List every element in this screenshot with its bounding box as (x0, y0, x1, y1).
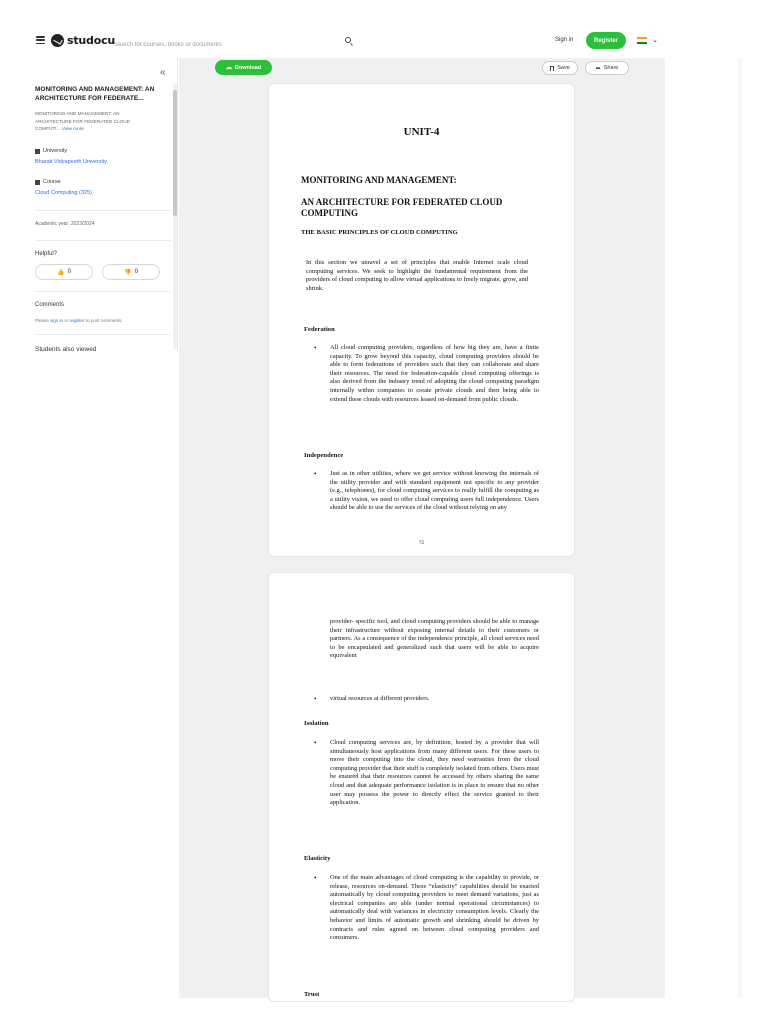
federation-text: All cloud computing providers, regardless of how big they are, have a finite capacity. To grow beyond this capacity, cloud computing providers should be able to form federations of providers such that they can collaborate and share their resources. The need for federation-capable cloud computing offerings is also derived from the industry trend of adopting the cloud computing paradigm internally within companies to create private clouds and then being able to extend these clouds with resources leased on-demand from public clouds. (330, 344, 539, 403)
share-button[interactable] (585, 61, 629, 75)
university-label (35, 148, 67, 154)
scrollbar-thumb[interactable] (173, 90, 177, 216)
download-label: Download (234, 64, 262, 71)
elasticity-bullet (312, 874, 539, 943)
isolation-heading: Isolation (304, 720, 329, 727)
sign-in-link[interactable]: sign in (50, 318, 64, 323)
unit-heading: UNIT-4 (403, 126, 440, 138)
india-flag-icon[interactable] (637, 37, 647, 44)
elasticity-heading: Elasticity (304, 855, 331, 862)
independence-text: Just as in other utilities, where we get service without knowing the internals of the utility provider and with standard equipment not specific to any provider (e.g., telephones), for cloud computing services to really fulfill the computing as a utility vision, we need to offer cloud computing users full independence. Users should be able to use the services of the cloud without relying on any (330, 470, 539, 512)
upvote-count: 0 (67, 269, 71, 275)
thumbs-down-icon: 👎 (124, 269, 132, 276)
virtual-resources-bullet (312, 695, 539, 704)
federation-heading: Federation (304, 326, 335, 333)
search-bar[interactable] (108, 33, 358, 49)
subsection-heading: THE BASIC PRINCIPLES OF CLOUD COMPUTING (301, 229, 458, 236)
right-panel (665, 58, 738, 998)
isolation-text: Cloud computing services are, by definition, hosted by a provider that will simultaneously host applications from many different users. For these users to move their computing into the cloud, they need warranties from the cloud computing provider that their stuff is completely isolated from others. Users must be ensured that their resources cannot be accessed by others sharing the same cloud and that adequate performance isolation is in place to ensure that no other user may possess the power to directly effect the service granted to their application. (330, 739, 539, 807)
collapse-sidebar-icon[interactable]: « (160, 67, 166, 78)
document-page-1 (268, 83, 575, 557)
save-button[interactable] (542, 61, 578, 75)
chevron-down-icon[interactable]: ⌄ (652, 37, 658, 44)
page-number: 72 (419, 541, 424, 546)
downvote-button[interactable] (102, 264, 160, 280)
section-heading: AN ARCHITECTURE FOR FEDERATED CLOUD COMPUTING (301, 197, 503, 218)
bookmark-icon (550, 66, 554, 71)
search-input[interactable] (108, 37, 358, 53)
academic-year: Academic year: 2023/2024 (35, 221, 95, 227)
intro-paragraph: In this section we unravel a set of principles that enable Internet scale cloud computing services. We seek to highlight the fundamental requirement from the providers of cloud computing to allow virtual applications to freely migrate, grow, and shrink. (306, 259, 528, 292)
divider (35, 210, 171, 211)
studocu-logo-icon (51, 34, 64, 47)
top-navigation-bar (0, 0, 768, 58)
thumbs-up-icon: 👍 (57, 269, 65, 276)
save-label: Save (557, 65, 570, 71)
studocu-logo[interactable] (51, 33, 115, 47)
description-text: MONITORING AND MANAGEMENT: AN ARCHITECTURE FOR FEDERATED CLOUD COMPUTI... (35, 111, 130, 131)
document-description (35, 110, 153, 133)
document-sidebar (24, 58, 178, 352)
register-button[interactable]: Register (586, 32, 626, 49)
divider (35, 291, 171, 292)
federation-bullet (312, 344, 539, 404)
independence-heading: Independence (304, 452, 344, 459)
section-heading: MONITORING AND MANAGEMENT: (301, 175, 457, 185)
downvote-count: 0 (134, 269, 138, 275)
students-also-viewed-heading: Students also viewed (35, 346, 97, 352)
search-icon[interactable] (345, 37, 351, 43)
isolation-bullet (312, 739, 539, 808)
virtual-resources-text: virtual resources at different providers. (330, 695, 430, 702)
cloud-download-icon: ☁ (225, 65, 232, 71)
sidebar-scrollbar[interactable] (173, 84, 177, 349)
comments-note-or: or (63, 318, 70, 323)
share-label: Share (603, 65, 619, 71)
course-label-text: Course (43, 179, 61, 185)
view-more-link[interactable]: View more (61, 126, 84, 131)
page-scrollbar[interactable] (738, 58, 742, 998)
course-label (35, 179, 61, 185)
upvote-button[interactable] (35, 264, 93, 280)
download-button[interactable] (215, 60, 272, 75)
course-link[interactable]: Cloud Computing (325) (35, 190, 92, 196)
comments-note (35, 318, 123, 323)
hamburger-menu-icon[interactable] (36, 36, 45, 44)
elasticity-text: One of the main advantages of cloud computing is the capability to provide, or release, resources on-demand. These “elasticity” capabilities should be enacted automatically by cloud computing providers to meet demand variations, just as electrical companies are able (under normal operational circumstances) to automatically deal with variances in electricity consumption levels. Clearly the behavior and limits of automatic growth and shrinking should be driven by contracts and rules agreed on between cloud computing providers and consumers. (330, 874, 539, 942)
course-icon (35, 180, 40, 185)
sign-in-link[interactable]: Sign in (555, 37, 574, 43)
register-link[interactable]: register (69, 318, 85, 323)
logo-text: studocu (67, 33, 116, 47)
divider (35, 240, 171, 241)
document-title: MONITORING AND MANAGEMENT: AN ARCHITECTURE FOR FEDERATE... (35, 86, 155, 102)
continuation-paragraph: provider- specific tool, and cloud computing providers should be able to manage their infrastructure without exposing internal details to their customers or partners. As a consequence of the independence principle, all cloud services need to be encapsulated and generalized such that users will be able to acquire equivalent (330, 618, 539, 660)
document-page-2 (268, 572, 575, 1002)
divider (35, 334, 171, 335)
share-icon: ➦ (595, 65, 601, 72)
university-link[interactable]: Bharati Vidyapeeth University (35, 159, 108, 165)
trust-heading: Trust (304, 991, 320, 998)
independence-bullet (312, 470, 539, 513)
comments-heading: Comments (35, 302, 65, 308)
comments-note-prefix: Please (35, 318, 51, 323)
university-label-text: University (43, 148, 68, 154)
helpful-label: Helpful? (35, 251, 58, 257)
university-icon (35, 149, 40, 154)
comments-note-suffix: to post comments. (84, 318, 123, 323)
